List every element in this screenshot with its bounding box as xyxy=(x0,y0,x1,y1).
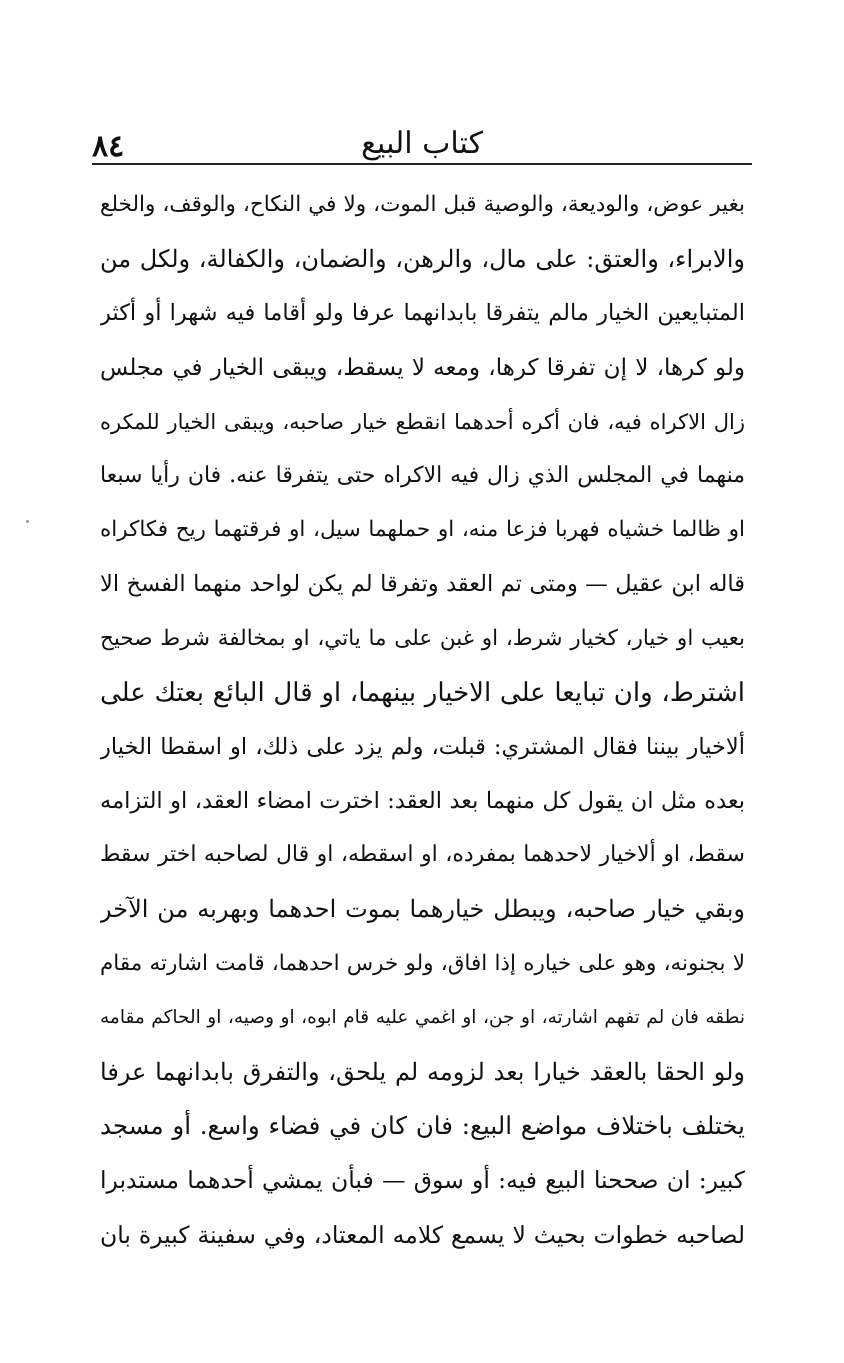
margin-speck xyxy=(26,520,29,523)
text-line: منهما في المجلس الذي زال فيه الاكراه حتى يتفرقا عنه. فان رأيا سبعا xyxy=(100,462,745,488)
text-line: قاله ابن عقيل — ومتى تم العقد وتفرقا لم يكن لواحد منهما الفسخ الا xyxy=(100,571,745,598)
running-title: كتاب البيع xyxy=(361,126,483,161)
text-line: بغير عوض، والوديعة، والوصية قبل الموت، ولا في النكاح، والوقف، والخلع xyxy=(100,192,745,217)
text-line: كبير: ان صححنا البيع فيه: أو سوق — فبأن يمشي أحدهما مستدبرا xyxy=(100,1166,745,1195)
text-line: يختلف باختلاف مواضع البيع: فان كان في فضاء واسع. أو مسجد xyxy=(100,1111,745,1141)
text-line: ألاخيار بيننا فقال المشتري: قبلت، ولم يزد على ذلك، او اسقطا الخيار xyxy=(100,733,745,760)
header-rule xyxy=(92,163,752,165)
text-line: بعده مثل ان يقول كل منهما بعد العقد: اخترت امضاء العقد، او التزامه xyxy=(100,788,745,815)
page-header xyxy=(92,118,752,162)
text-line: نطقه فان لم تفهم اشارته، او جن، او اغمي عليه قام ابوه، او وصيه، او الحاكم مقامه xyxy=(100,1006,745,1028)
text-line: اشترط، وان تبايعا على الاخيار بينهما، او قال البائع بعتك على xyxy=(100,677,745,708)
text-line: وبقي خيار صاحبه، ويبطل خيارهما بموت احدهما وبهربه من الآخر xyxy=(100,895,745,924)
text-line: والابراء، والعتق: على مال، والرهن، والضمان، والكفالة، ولكل من xyxy=(100,245,745,274)
page-number: ٨٤ xyxy=(92,129,125,164)
text-line: ولو كرها، لا إن تفرقا كرها، ومعه لا يسقط، ويبقى الخيار في مجلس xyxy=(100,354,745,381)
text-line: بعيب او خيار، كخيار شرط، او غبن على ما ياتي، او بمخالفة شرط صحيح xyxy=(100,625,745,651)
text-line: المتبايعين الخيار مالم يتفرقا بابدانهما عرفا ولو أقاما فيه شهرا أو أكثر xyxy=(100,300,745,327)
text-line: لا بجنونه، وهو على خياره إذا افاق، ولو خرس احدهما، قامت اشارته مقام xyxy=(100,950,745,976)
text-line: او ظالما خشياه فهربا فزعا منه، او حملهما سيل، او فرقتهما ريح فكاكراه xyxy=(100,517,745,543)
text-line: لصاحبه خطوات بحيث لا يسمع كلامه المعتاد، وفي سفينة كبيرة بان xyxy=(100,1220,745,1249)
text-line: زال الاكراه فيه، فان أكره أحدهما انقطع خيار صاحبه، ويبقى الخيار للمكره xyxy=(100,409,745,434)
text-line: ولو الحقا بالعقد خيارا بعد لزومه لم يلحق، والتفرق بابدانهما عرفا xyxy=(100,1058,745,1086)
body-text xyxy=(100,178,745,1262)
text-line: سقط، او ألاخيار لاحدهما بمفرده، او اسقطه، او قال لصاحبه اختر سقط xyxy=(100,842,745,868)
